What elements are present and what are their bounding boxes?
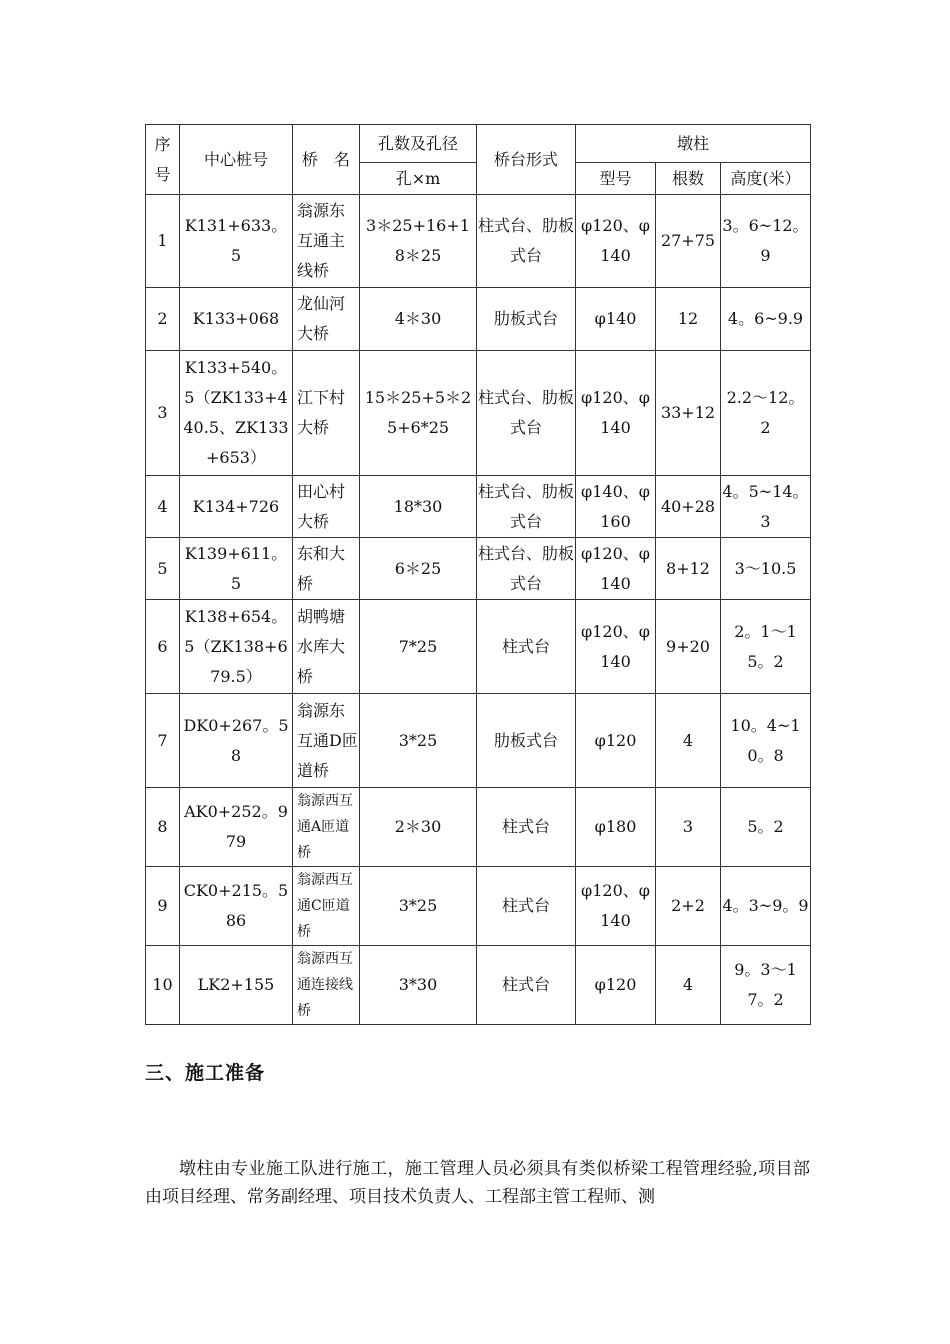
bridge-name-cell: 胡鸭塘水库大桥 [293,600,360,694]
table-row [146,946,811,1025]
row-number-cell: 1 [146,195,180,288]
bridge-name-cell: 龙仙河大桥 [293,288,360,351]
pier-count-cell: 27+75 [656,195,721,288]
pier-height-cell: 3。6~12。9 [721,195,811,288]
pier-count-cell: 3 [656,788,721,867]
span-layout-cell: 3*30 [360,946,477,1025]
pier-model-cell: φ120 [576,946,656,1025]
pier-height-cell: 3～10.5 [721,538,811,600]
pier-model-cell: φ120、φ140 [576,351,656,476]
header-pier: 墩柱 [576,125,811,163]
header-height: 高度(米） [721,163,811,195]
row-number-cell: 5 [146,538,180,600]
span-layout-cell: 3＊25+16+18＊25 [360,195,477,288]
row-number-cell: 8 [146,788,180,867]
row-number-cell: 3 [146,351,180,476]
abutment-type-cell: 肋板式台 [477,288,576,351]
header-span: 孔数及孔径 [360,125,477,163]
pier-model-cell: φ120 [576,694,656,788]
pier-count-cell: 8+12 [656,538,721,600]
pier-model-cell: φ120、φ140 [576,867,656,946]
pier-model-cell: φ140、φ160 [576,476,656,538]
center-pile-cell: K134+726 [180,476,293,538]
bridge-name-cell: 翁源东互通主线桥 [293,195,360,288]
bridge-name-cell: 田心村大桥 [293,476,360,538]
bridge-name-cell: 翁源东互通D匝道桥 [293,694,360,788]
span-layout-cell: 3*25 [360,694,477,788]
pier-height-cell: 10。4~10。8 [721,694,811,788]
table-row [146,476,811,538]
pier-height-cell: 9。3～17。2 [721,946,811,1025]
abutment-type-cell: 柱式台、肋板式台 [477,538,576,600]
bridge-name-cell: 翁源西互通A匝道桥 [293,788,360,867]
bridge-name-cell: 翁源西互通C匝道桥 [293,867,360,946]
table-row [146,538,811,600]
section-title: 三、施工准备 [145,1062,266,1084]
body-paragraph: 墩柱由专业施工队进行施工，施工管理人员必须具有类似桥梁工程管理经验,项目部由项目经理、常务副经理、项目技术负责人、工程部主管工程师、测 [145,1159,810,1207]
span-layout-cell: 6＊25 [360,538,477,600]
pier-height-cell: 4。6~9.9 [721,288,811,351]
abutment-type-cell: 柱式台、肋板式台 [477,476,576,538]
row-number-cell: 2 [146,288,180,351]
row-number-cell: 10 [146,946,180,1025]
span-layout-cell: 15＊25+5＊25+6*25 [360,351,477,476]
table-row [146,600,811,694]
table-row [146,288,811,351]
center-pile-cell: AK0+252。979 [180,788,293,867]
bridge-pier-table [145,124,811,1025]
pier-model-cell: φ120、φ140 [576,195,656,288]
span-layout-cell: 2＊30 [360,788,477,867]
span-layout-cell: 7*25 [360,600,477,694]
table-row [146,694,811,788]
center-pile-cell: K133+540。5（ZK133+440.5、ZK133+653） [180,351,293,476]
header-count: 根数 [656,163,721,195]
header-bridge-name: 桥 名 [293,125,360,195]
pier-height-cell: 4。5~14。3 [721,476,811,538]
row-number-cell: 7 [146,694,180,788]
header-model: 型号 [576,163,656,195]
span-layout-cell: 3*25 [360,867,477,946]
abutment-type-cell: 柱式台 [477,788,576,867]
row-number-cell: 6 [146,600,180,694]
abutment-type-cell: 肋板式台 [477,694,576,788]
pier-count-cell: 9+20 [656,600,721,694]
center-pile-cell: K138+654。5（ZK138+679.5） [180,600,293,694]
pier-model-cell: φ120、φ140 [576,538,656,600]
span-layout-cell: 4＊30 [360,288,477,351]
pier-model-cell: φ140 [576,288,656,351]
header-center-pile: 中心桩号 [180,125,293,195]
pier-model-cell: φ180 [576,788,656,867]
center-pile-cell: K131+633。5 [180,195,293,288]
header-abutment: 桥台形式 [477,125,576,195]
center-pile-cell: LK2+155 [180,946,293,1025]
abutment-type-cell: 柱式台 [477,600,576,694]
pier-height-cell: 4。3~9。9 [721,867,811,946]
row-number-cell: 9 [146,867,180,946]
pier-count-cell: 4 [656,946,721,1025]
bridge-name-cell: 翁源西互通连接线桥 [293,946,360,1025]
bridge-name-cell: 江下村大桥 [293,351,360,476]
table-row [146,788,811,867]
abutment-type-cell: 柱式台 [477,946,576,1025]
header-span-unit: 孔×m [360,163,477,195]
bridge-name-cell: 东和大桥 [293,538,360,600]
pier-height-cell: 2。1～15。2 [721,600,811,694]
header-seq: 序号 [146,125,180,195]
abutment-type-cell: 柱式台、肋板式台 [477,195,576,288]
pier-count-cell: 12 [656,288,721,351]
center-pile-cell: K139+611。5 [180,538,293,600]
table-row [146,351,811,476]
center-pile-cell: CK0+215。586 [180,867,293,946]
pier-height-cell: 5。2 [721,788,811,867]
span-layout-cell: 18*30 [360,476,477,538]
pier-height-cell: 2.2～12。2 [721,351,811,476]
abutment-type-cell: 柱式台 [477,867,576,946]
abutment-type-cell: 柱式台、肋板式台 [477,351,576,476]
pier-count-cell: 33+12 [656,351,721,476]
table-row [146,195,811,288]
pier-count-cell: 40+28 [656,476,721,538]
center-pile-cell: K133+068 [180,288,293,351]
table-row [146,867,811,946]
pier-count-cell: 4 [656,694,721,788]
center-pile-cell: DK0+267。58 [180,694,293,788]
row-number-cell: 4 [146,476,180,538]
pier-count-cell: 2+2 [656,867,721,946]
pier-model-cell: φ120、φ140 [576,600,656,694]
